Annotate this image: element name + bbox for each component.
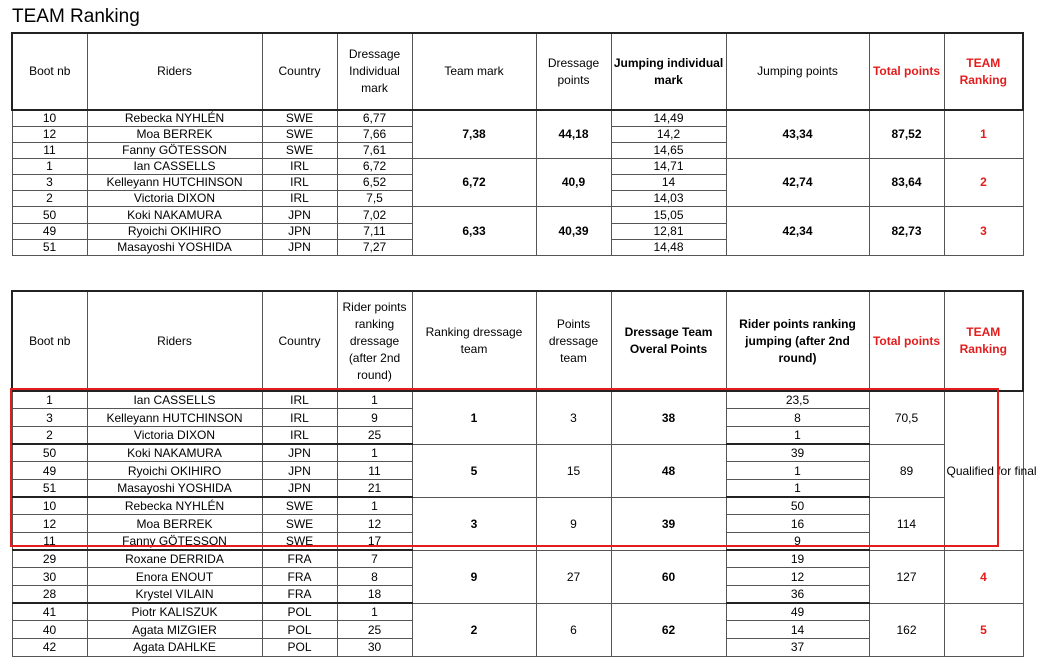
dressage-mark-cell: 7,11 [337,223,412,239]
dressage-mark-cell: 6,72 [337,159,412,175]
jumping-rank-points-cell: 16 [726,515,869,533]
country-cell: JPN [262,207,337,223]
rider-name-cell: Rebecka NYHLÉN [87,110,262,127]
team-ranking-cell: 4 [944,550,1023,603]
dressage-mark-cell: 7,61 [337,143,412,159]
table-row [12,159,1023,175]
team-ranking-cell: 5 [944,603,1023,656]
country-cell: IRL [262,191,337,207]
jumping-mark-cell: 14,49 [611,110,726,127]
dressage-mark-cell: 7,5 [337,191,412,207]
rider-name-cell: Moa BERREK [87,515,262,533]
country-cell: IRL [262,409,337,427]
country-cell: POL [262,639,337,657]
jumping-mark-cell: 14,48 [611,239,726,255]
rider-name-cell: Koki NAKAMURA [87,444,262,462]
page-title: TEAM Ranking [12,6,140,27]
jumping-mark-cell: 14,03 [611,191,726,207]
country-cell: JPN [262,444,337,462]
ranking-dressage-team-cell: 9 [412,550,536,603]
table-row [12,207,1023,223]
country-cell: SWE [262,143,337,159]
ranking-dressage-team-cell: 2 [412,603,536,656]
country-cell: IRL [262,426,337,444]
country-cell: JPN [262,479,337,497]
boot-nb-cell: 49 [12,223,87,239]
dressage-overall-points-cell: 60 [611,550,726,603]
dressage-overall-points-cell: 48 [611,444,726,497]
header-dressage-individual-mark: Dressage Individual mark [337,33,412,110]
jumping-rank-points-cell: 1 [726,462,869,480]
table-row [12,497,1023,515]
country-cell: IRL [262,175,337,191]
dressage-rank-points-cell: 1 [337,391,412,409]
table2-header-row [12,291,1023,391]
table-row [12,391,1023,409]
rider-name-cell: Moa BERREK [87,127,262,143]
jumping-rank-points-cell: 23,5 [726,391,869,409]
dressage-rank-points-cell: 7 [337,550,412,568]
jumping-points-cell: 42,74 [726,159,869,207]
boot-nb-cell: 3 [12,409,87,427]
dressage-mark-cell: 6,77 [337,110,412,127]
rider-name-cell: Enora ENOUT [87,568,262,586]
dressage-rank-points-cell: 8 [337,568,412,586]
total-points-cell: 82,73 [869,207,944,255]
team-ranking-table-2 [11,290,1037,657]
header-boot-nb: Boot nb [12,33,87,110]
boot-nb-cell: 11 [12,143,87,159]
total-points-cell: 83,64 [869,159,944,207]
country-cell: JPN [262,239,337,255]
points-dressage-team-cell: 3 [536,391,611,444]
rider-name-cell: Roxane DERRIDA [87,550,262,568]
rider-name-cell: Kelleyann HUTCHINSON [87,409,262,427]
rider-name-cell: Agata MIZGIER [87,621,262,639]
rider-name-cell: Koki NAKAMURA [87,207,262,223]
points-dressage-team-cell: 27 [536,550,611,603]
rider-name-cell: Fanny GÖTESSON [87,143,262,159]
jumping-rank-points-cell: 39 [726,444,869,462]
table-row [12,444,1023,462]
boot-nb-cell: 11 [12,533,87,551]
dressage-mark-cell: 6,52 [337,175,412,191]
dressage-mark-cell: 7,27 [337,239,412,255]
header-total-points: Total points [869,33,944,110]
rider-name-cell: Victoria DIXON [87,426,262,444]
table1-header-row [12,33,1023,110]
boot-nb-cell: 41 [12,603,87,621]
jumping-rank-points-cell: 12 [726,568,869,586]
table-row [12,550,1023,568]
header-boot-nb: Boot nb [12,291,87,391]
header-team-mark: Team mark [412,33,536,110]
boot-nb-cell: 10 [12,110,87,127]
country-cell: JPN [262,462,337,480]
jumping-points-cell: 43,34 [726,110,869,159]
points-dressage-team-cell: 9 [536,497,611,550]
header-dressage-team-overall-points: Dressage Team Overal Points [611,291,726,391]
team-ranking-cell: 1 [944,110,1023,159]
total-points-cell: 70,5 [869,391,944,444]
table-row [12,110,1023,127]
team-ranking-table-1 [11,32,1024,256]
country-cell: SWE [262,515,337,533]
country-cell: SWE [262,110,337,127]
boot-nb-cell: 2 [12,426,87,444]
rider-name-cell: Ryoichi OKIHIRO [87,223,262,239]
jumping-rank-points-cell: 50 [726,497,869,515]
dressage-rank-points-cell: 1 [337,497,412,515]
team-ranking-cell: 3 [944,207,1023,255]
total-points-cell: 89 [869,444,944,497]
qualified-for-final-cell: Qualified for final [944,391,1023,550]
jumping-mark-cell: 14,2 [611,127,726,143]
points-dressage-team-cell: 6 [536,603,611,656]
country-cell: IRL [262,391,337,409]
jumping-mark-cell: 12,81 [611,223,726,239]
header-jumping-points: Jumping points [726,33,869,110]
rider-name-cell: Kelleyann HUTCHINSON [87,175,262,191]
dressage-overall-points-cell: 62 [611,603,726,656]
country-cell: JPN [262,223,337,239]
jumping-rank-points-cell: 19 [726,550,869,568]
boot-nb-cell: 40 [12,621,87,639]
header-rider-points-ranking-dressage: Rider points ranking dressage (after 2nd round) [337,291,412,391]
dressage-rank-points-cell: 9 [337,409,412,427]
boot-nb-cell: 28 [12,586,87,604]
boot-nb-cell: 51 [12,479,87,497]
boot-nb-cell: 12 [12,127,87,143]
header-jumping-individual-mark: Jumping individual mark [611,33,726,110]
jumping-rank-points-cell: 36 [726,586,869,604]
total-points-cell: 87,52 [869,110,944,159]
jumping-rank-points-cell: 1 [726,426,869,444]
rider-name-cell: Rebecka NYHLÉN [87,497,262,515]
header-total-points: Total points [869,291,944,391]
boot-nb-cell: 50 [12,444,87,462]
country-cell: POL [262,603,337,621]
ranking-dressage-team-cell: 1 [412,391,536,444]
team-mark-cell: 6,33 [412,207,536,255]
header-rider-points-ranking-jumping: Rider points ranking jumping (after 2nd round) [726,291,869,391]
dressage-mark-cell: 7,02 [337,207,412,223]
jumping-mark-cell: 15,05 [611,207,726,223]
total-points-cell: 114 [869,497,944,550]
jumping-mark-cell: 14 [611,175,726,191]
dressage-rank-points-cell: 12 [337,515,412,533]
total-points-cell: 162 [869,603,944,656]
rider-name-cell: Ian CASSELLS [87,391,262,409]
ranking-dressage-team-cell: 3 [412,497,536,550]
boot-nb-cell: 50 [12,207,87,223]
boot-nb-cell: 42 [12,639,87,657]
boot-nb-cell: 51 [12,239,87,255]
dressage-rank-points-cell: 25 [337,621,412,639]
country-cell: FRA [262,586,337,604]
country-cell: FRA [262,568,337,586]
header-team-ranking: TEAM Ranking [944,33,1023,110]
header-points-dressage-team: Points dressage team [536,291,611,391]
jumping-rank-points-cell: 14 [726,621,869,639]
country-cell: SWE [262,127,337,143]
boot-nb-cell: 49 [12,462,87,480]
team-mark-cell: 7,38 [412,110,536,159]
country-cell: FRA [262,550,337,568]
rider-name-cell: Masayoshi YOSHIDA [87,479,262,497]
country-cell: SWE [262,533,337,551]
dressage-points-cell: 40,9 [536,159,611,207]
dressage-rank-points-cell: 11 [337,462,412,480]
rider-name-cell: Victoria DIXON [87,191,262,207]
dressage-mark-cell: 7,66 [337,127,412,143]
jumping-rank-points-cell: 1 [726,479,869,497]
dressage-rank-points-cell: 1 [337,444,412,462]
header-team-ranking: TEAM Ranking [944,291,1023,391]
boot-nb-cell: 10 [12,497,87,515]
header-dressage-points: Dressage points [536,33,611,110]
dressage-rank-points-cell: 17 [337,533,412,551]
dressage-overall-points-cell: 38 [611,391,726,444]
jumping-rank-points-cell: 8 [726,409,869,427]
country-cell: SWE [262,497,337,515]
jumping-mark-cell: 14,65 [611,143,726,159]
ranking-dressage-team-cell: 5 [412,444,536,497]
dressage-overall-points-cell: 39 [611,497,726,550]
rider-name-cell: Krystel VILAIN [87,586,262,604]
boot-nb-cell: 2 [12,191,87,207]
boot-nb-cell: 29 [12,550,87,568]
dressage-rank-points-cell: 25 [337,426,412,444]
country-cell: POL [262,621,337,639]
dressage-rank-points-cell: 18 [337,586,412,604]
dressage-rank-points-cell: 1 [337,603,412,621]
rider-name-cell: Fanny GÖTESSON [87,533,262,551]
jumping-rank-points-cell: 9 [726,533,869,551]
header-country: Country [262,33,337,110]
dressage-rank-points-cell: 30 [337,639,412,657]
header-ranking-dressage-team: Ranking dressage team [412,291,536,391]
country-cell: IRL [262,159,337,175]
jumping-mark-cell: 14,71 [611,159,726,175]
total-points-cell: 127 [869,550,944,603]
boot-nb-cell: 1 [12,159,87,175]
jumping-rank-points-cell: 49 [726,603,869,621]
points-dressage-team-cell: 15 [536,444,611,497]
boot-nb-cell: 1 [12,391,87,409]
header-country: Country [262,291,337,391]
rider-name-cell: Agata DAHLKE [87,639,262,657]
boot-nb-cell: 3 [12,175,87,191]
jumping-points-cell: 42,34 [726,207,869,255]
boot-nb-cell: 12 [12,515,87,533]
table-row [12,603,1023,621]
boot-nb-cell: 30 [12,568,87,586]
team-mark-cell: 6,72 [412,159,536,207]
rider-name-cell: Ian CASSELLS [87,159,262,175]
rider-name-cell: Ryoichi OKIHIRO [87,462,262,480]
rider-name-cell: Masayoshi YOSHIDA [87,239,262,255]
dressage-points-cell: 44,18 [536,110,611,159]
header-riders: Riders [87,33,262,110]
dressage-rank-points-cell: 21 [337,479,412,497]
rider-name-cell: Piotr KALISZUK [87,603,262,621]
team-ranking-cell: 2 [944,159,1023,207]
dressage-points-cell: 40,39 [536,207,611,255]
header-riders: Riders [87,291,262,391]
jumping-rank-points-cell: 37 [726,639,869,657]
